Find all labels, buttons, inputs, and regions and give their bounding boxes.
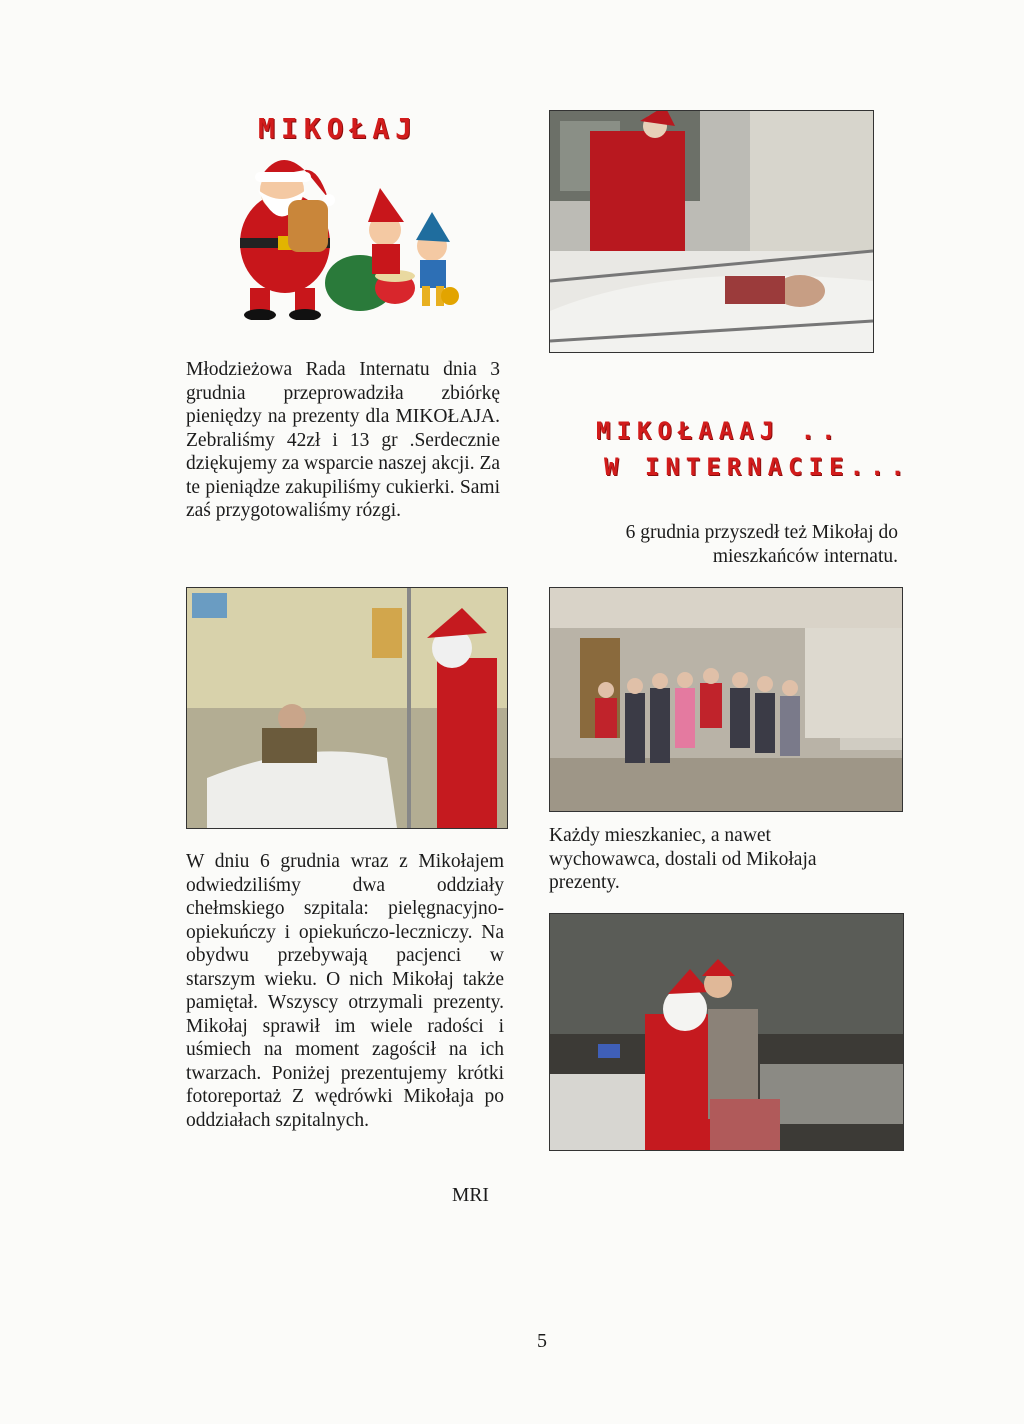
photo-group-with-santa	[549, 587, 903, 812]
signature: MRI	[452, 1185, 489, 1206]
text-internat-visit: 6 grudnia przyszedł też Mikołaj do mieszkańców internatu.	[625, 522, 898, 567]
text-gifts-caption: Każdy mieszkaniec, a nawet wychowawca, dostali od Mikołaja prezenty.	[549, 825, 817, 893]
section-title-internat-line1: MIKOŁAAAJ ..	[596, 417, 842, 445]
photo-santa-patient	[186, 587, 508, 829]
photo-santa-hospital-bed	[549, 110, 874, 353]
page-number: 5	[537, 1330, 547, 1352]
text-collection-paragraph: Młodzieżowa Rada Internatu dnia 3 grudnia przeprowadziła zbiórkę pieniędzy na prezenty dla MIKOŁAJA. Zebraliśmy 42zł i 13 gr .Serdecznie dziękujemy za wsparcie naszej akcji. Za te pieniądze zakupiliśmy cukierki. Sami zaś przygotowaliśmy rózgi.	[186, 359, 501, 521]
section-title-internat-line2: W INTERNACIE...	[604, 453, 911, 481]
page-title: MIKOŁAJ	[258, 112, 419, 145]
photo-santa-with-student	[549, 913, 904, 1151]
santa-clipart	[210, 148, 472, 320]
text-hospital-visit: W dniu 6 grudnia wraz z Mikołajem odwiedziliśmy dwa oddziały chełmskiego szpitala: pielęgnacyjno-opiekuńczy i opiekuńczo-leczniczy. Na obydwu przebywają pacjenci w starszym wieku. O nich Mikołaj także pamiętał. Wszyscy otrzymali prezenty. Mikołaj sprawił im wiele radości i uśmiech na moment zagościł na ich twarzach. Poniżej prezentujemy krótki fotoreportaż Z wędrówki Mikołaja po oddziałach szpitalnych.	[186, 851, 504, 1131]
